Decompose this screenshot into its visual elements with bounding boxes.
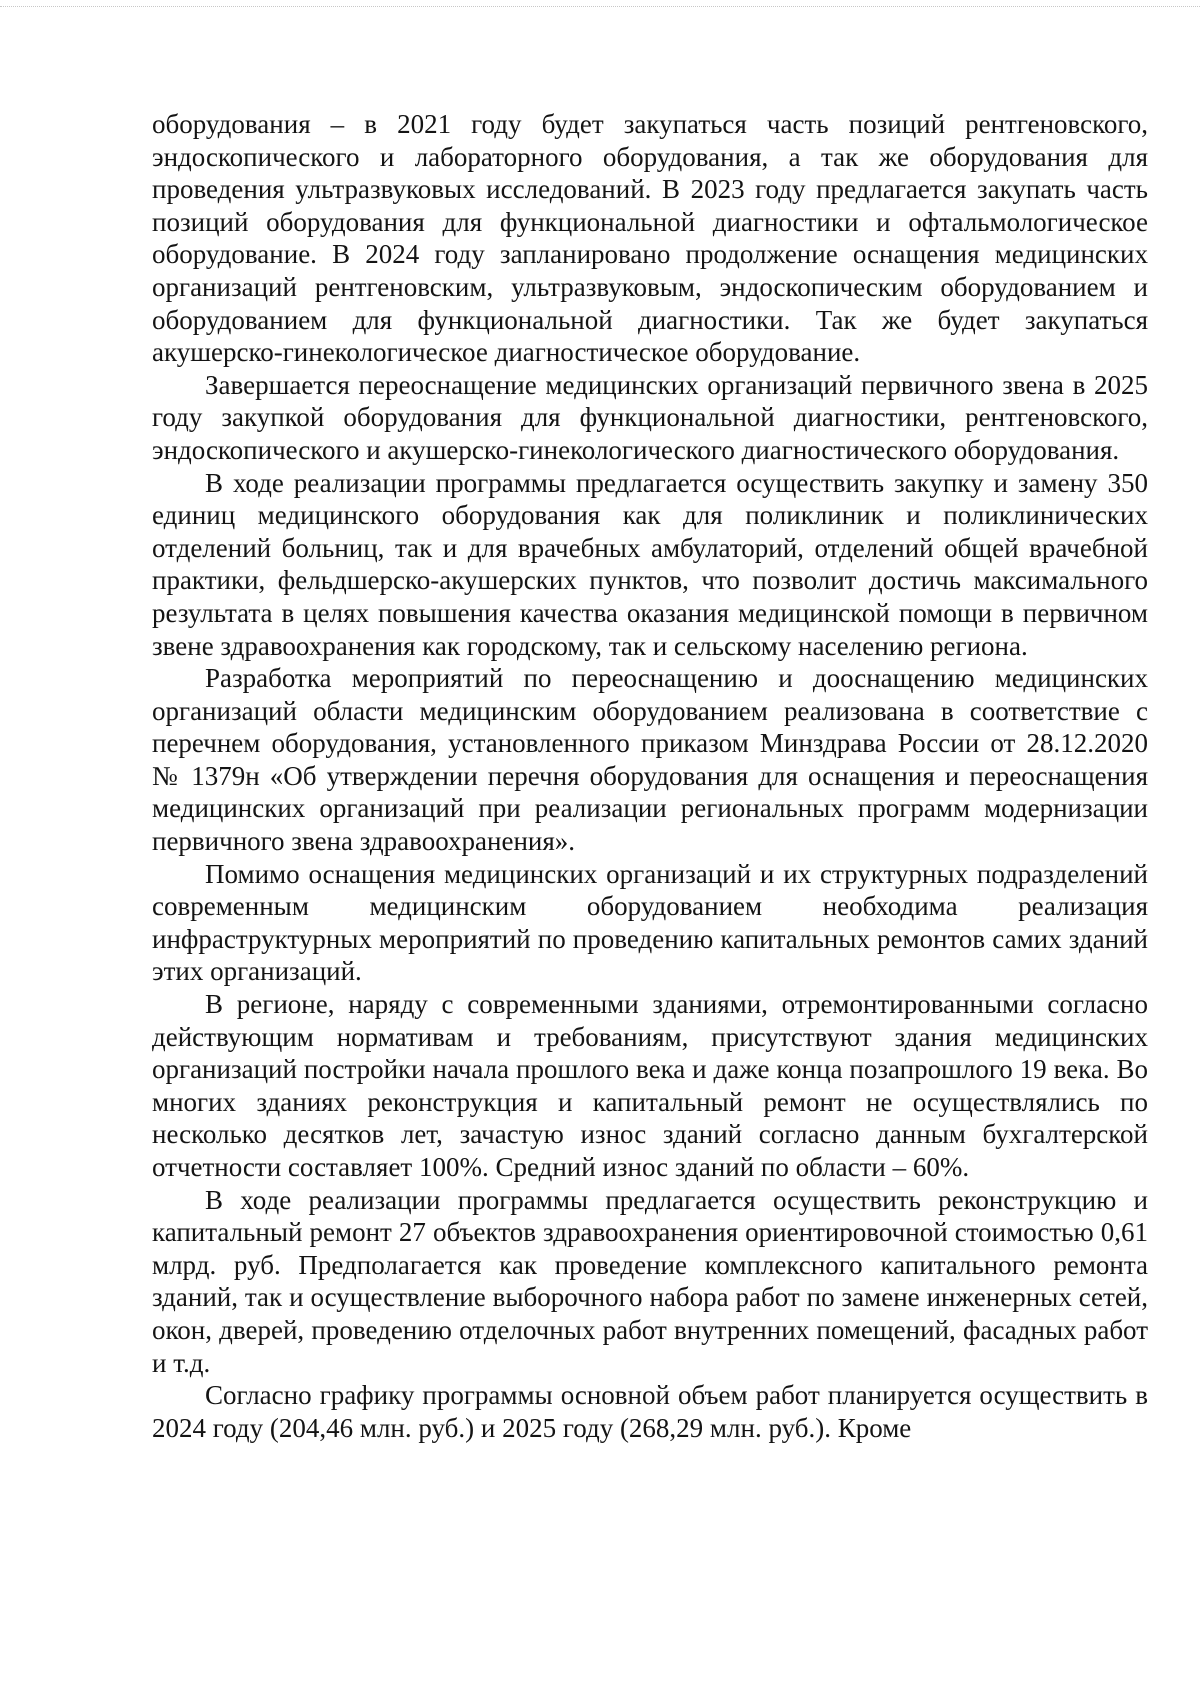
document-body [152, 108, 1148, 1444]
paragraph-capital-repair: В ходе реализации программы предлагается осуществить реконструкцию и капитальный ремонт 27 объектов здравоохранения ориентировочной стоимостью 0,61 млрд. руб. Предполагается как проведение комплексного капитального ремонта зданий, так и осуществление выборочного набора работ по замене инженерных сетей, окон, дверей, проведению отделочных работ внутренних помещений, фасадных работ и т.д. [152, 1184, 1148, 1378]
paragraph-infrastructure: Помимо оснащения медицинских организаций и их структурных подразделений современным медицинским оборудованием необходима реализация инфраструктурных мероприятий по проведению капитальных ремонтов самих зданий этих организаций. [152, 858, 1148, 987]
paragraph-work-schedule: Согласно графику программы основной объем работ планируется осуществить в 2024 году (204,46 млн. руб.) и 2025 году (268,29 млн. руб.). Кроме [152, 1380, 1148, 1443]
paragraph-continuation: оборудования – в 2021 году будет закупаться часть позиций рентгеновского, эндоскопического и лабораторного оборудования, а так же оборудования для проведения ультразвуковых исследований. В 2023 году предлагается закупать часть позиций оборудования для функциональной диагностики и офтальмологическое оборудование. В 2024 году запланировано продолжение оснащения медицинских организаций рентгеновским, ультразвуковым, эндоскопическим оборудованием и оборудованием для функциональной диагностики. Так же будет закупаться акушерско-гинекологическое диагностическое оборудование. [152, 109, 1148, 368]
paragraph-equipment-list-order: Разработка мероприятий по переоснащению и дооснащению медицинских организаций области медицинским оборудованием реализована в соответствие с перечнем оборудования, установленного приказом Минздрава России от 28.12.2020 № 1379н «Об утверждении перечня оборудования для оснащения и переоснащения медицинских организаций при реализации региональных программ модернизации первичного звена здравоохранения». [152, 663, 1148, 857]
paragraph-reequipment-completion: Завершается переоснащение медицинских организаций первичного звена в 2025 году закупкой оборудования для функциональной диагностики, рентгеновского, эндоскопического и акушерско-гинекологического диагностического оборудования. [152, 369, 1148, 465]
paragraph-equipment-purchase: В ходе реализации программы предлагается осуществить закупку и замену 350 единиц медицинского оборудования как для поликлиник и поликлинических отделений больниц, так и для врачебных амбулаторий, отделений общей врачебной практики, фельдшерско-акушерских пунктов, что позволит достичь максимального результата в целях повышения качества оказания медицинской помощи в первичном звене здравоохранения как городскому, так и сельскому населению региона. [152, 467, 1148, 661]
paragraph-building-condition: В регионе, наряду с современными зданиями, отремонтированными согласно действующим нормативам и требованиям, присутствуют здания медицинских организаций постройки начала прошлого века и даже конца позапрошлого 19 века. Во многих зданиях реконструкция и капитальный ремонт не осуществлялись по несколько десятков лет, зачастую износ зданий согласно данным бухгалтерской отчетности составляет 100%. Средний износ зданий по области – 60%. [152, 989, 1148, 1182]
scan-edge-line [0, 6, 1200, 7]
